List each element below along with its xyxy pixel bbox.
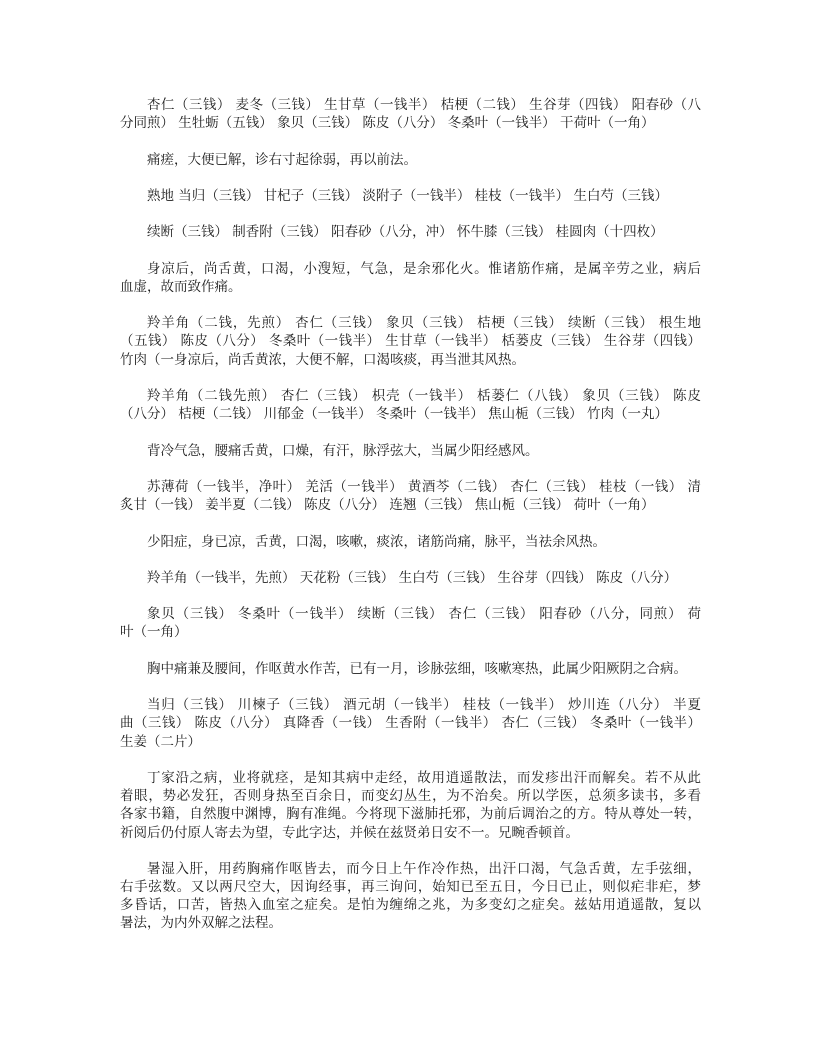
paragraph-line: （五钱） 陈皮（八分） 冬桑叶（一钱半） 生甘草（一钱半） 栝蒌皮（三钱） 生谷芽（四钱） (120, 333, 701, 350)
paragraph (120, 533, 701, 551)
paragraph-line: 少阳症，身已凉，舌黄，口渴，咳嗽，痰浓，诸筋尚痛，脉平，当祛余风热。 (147, 533, 606, 550)
paragraph-line: 熟地 当归（三钱） 甘杞子（三钱） 淡附子（一钱半） 桂枝（一钱半） 生白芍（三钱） (147, 187, 668, 204)
paragraph-line: 当归（三钱） 川楝子（三钱） 酒元胡（一钱半） 桂枝（一钱半） 炒川连（八分） 半夏 (147, 697, 701, 714)
paragraph-line: 羚羊角（一钱半，先煎） 天花粉（三钱） 生白芍（三钱） 生谷芽（四钱） 陈皮（八分） (147, 569, 678, 586)
paragraph (120, 860, 701, 933)
paragraph (120, 769, 701, 842)
paragraph-line: 着眼，势必发狂，否则身热至百余日，而变幻丛生，为不治矣。所以学医，总须多读书，多看 (120, 788, 701, 805)
paragraph-line: 杏仁（三钱） 麦冬（三钱） 生甘草（一钱半） 桔梗（二钱） 生谷芽（四钱） 阳春砂（八 (147, 97, 701, 113)
paragraph (120, 569, 701, 587)
paragraph-line: 痛瘥，大便已解，诊右寸起徐弱，再以前法。 (147, 151, 417, 168)
paragraph-line: 暑法，为内外双解之法程。 (120, 915, 282, 932)
paragraph-line: 身凉后，尚舌黄，口渴，小溲短，气急，是余邪化火。惟诸筋作痛，是属辛劳之业，病后 (147, 260, 701, 277)
paragraph-line: 叶（一角） (120, 624, 188, 641)
paragraph (120, 223, 701, 241)
paragraph (120, 660, 701, 678)
paragraph-line: 胸中痛兼及腰间，作呕黄水作苦，已有一月，诊脉弦细，咳嗽寒热，此属少阳厥阴之合病。 (147, 660, 687, 677)
paragraph-line: 炙甘（一钱） 姜半夏（二钱） 陈皮（八分） 连翘（三钱） 焦山栀（三钱） 荷叶（一角） (120, 497, 655, 514)
paragraph-line: 羚羊角（二钱，先煎） 杏仁（三钱） 象贝（三钱） 桔梗（三钱） 续断（三钱） 根生地 (147, 315, 701, 332)
paragraph-line: 生姜（二片） (120, 733, 201, 750)
paragraph (120, 151, 701, 169)
paragraph-line: 血虚，故而致作痛。 (120, 278, 242, 295)
paragraph-line: 多昏话，口苦，皆热入血室之症矣。是怕为缠绵之兆，为多变幻之症矣。兹姑用逍遥散，复以 (120, 897, 701, 914)
paragraph (120, 387, 701, 423)
paragraph-line: 羚羊角（二钱先煎） 杏仁（三钱） 枳壳（一钱半） 栝蒌仁（八钱） 象贝（三钱） 陈皮 (147, 388, 701, 404)
paragraph-line: 分同煎） 生牡蛎（五钱） 象贝（三钱） 陈皮（八分） 冬桑叶（一钱半） 干荷叶（一角） (120, 115, 655, 132)
paragraph (120, 442, 701, 460)
paragraph-line: 丁家沿之病，业将就痉，是知其病中走经，故用逍遥散法，而发疹出汗而解矣。若不从此 (147, 769, 701, 786)
paragraph (120, 314, 701, 369)
paragraph (120, 696, 701, 751)
paragraph-line: （八分） 桔梗（二钱） 川郁金（一钱半） 冬桑叶（一钱半） 焦山栀（三钱） 竹肉（一丸） (120, 406, 668, 423)
paragraph-line: 各家书籍，自然腹中渊博，胸有准绳。今将现下滋肺托邪，为前后调治之的方。特从尊处一转， (120, 806, 701, 823)
paragraph-line: 背冷气急，腰痛舌黄，口燥，有汗，脉浮弦大，当属少阳经感风。 (147, 442, 539, 459)
paragraph-line: 暑湿入肝，用药胸痛作呕皆去，而今日上午作冷作热，出汗口渴，气急舌黄，左手弦细， (147, 860, 701, 877)
paragraph-line: 象贝（三钱） 冬桑叶（一钱半） 续断（三钱） 杏仁（三钱） 阳春砂（八分，同煎） 荷 (147, 606, 701, 623)
document-body (120, 96, 701, 951)
paragraph-line: 续断（三钱） 制香附（三钱） 阳春砂（八分，冲） 怀牛膝（三钱） 桂圆肉（十四枚） (147, 224, 664, 241)
paragraph (120, 605, 701, 641)
paragraph-line: 右手弦数。又以两尺空大，因询经事，再三询问，始知已至五日，今日已止，则似疟非疟，梦 (120, 879, 701, 896)
paragraph (120, 260, 701, 296)
paragraph-line: 曲（三钱） 陈皮（八分） 真降香（一钱） 生香附（一钱半） 杏仁（三钱） 冬桑叶（一钱半） (120, 715, 701, 732)
paragraph (120, 96, 701, 132)
paragraph (120, 187, 701, 205)
paragraph (120, 478, 701, 514)
paragraph-line: 竹肉（一身凉后，尚舌黄浓，大便不解，口渴咳痰，再当泄其风热。 (120, 351, 525, 368)
paragraph-line: 苏薄荷（一钱半，净叶） 羌活（一钱半） 黄酒芩（二钱） 杏仁（三钱） 桂枝（一钱） 清 (147, 478, 701, 495)
paragraph-line: 祈阅后仍付原人寄去为望，专此字达，并候在兹贤弟日安不一。兄畹香顿首。 (120, 824, 579, 841)
